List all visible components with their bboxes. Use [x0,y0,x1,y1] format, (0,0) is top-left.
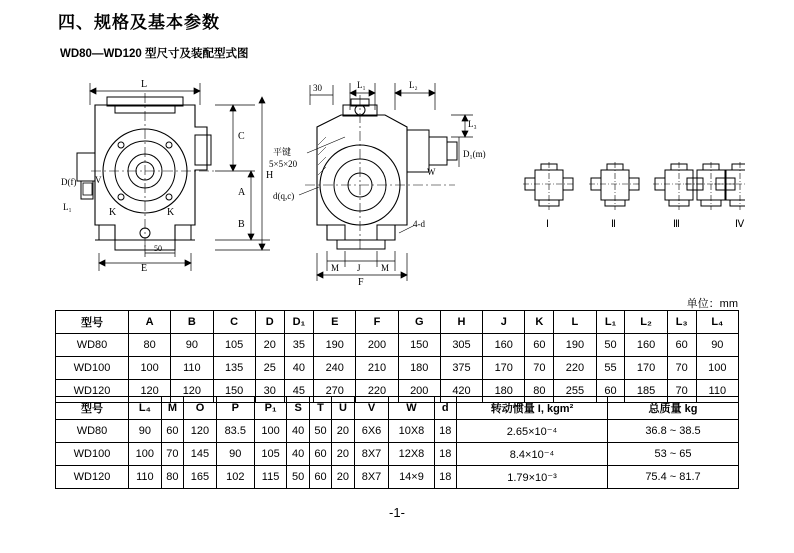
col-header: P [216,397,254,420]
cell: 25 [255,357,284,380]
cell: 135 [213,357,255,380]
cell: 420 [440,380,482,403]
cell: 14×9 [389,466,434,489]
svg-text:D(f): D(f) [61,177,77,187]
cell: 220 [356,380,398,403]
cell: 10X8 [389,420,434,443]
col-header: U [332,397,354,420]
cell: 185 [625,380,667,403]
svg-text:M: M [331,263,340,273]
cell: 100 [129,357,171,380]
svg-text:d(q,c): d(q,c) [273,191,295,201]
cell: 60 [667,334,696,357]
col-header: P₁ [254,397,287,420]
page-number: -1- [389,505,405,520]
cell: 120 [184,420,217,443]
mounting-type-label-1: Ⅰ [546,219,549,230]
col-header: K [525,311,554,334]
table-header-row [56,311,739,334]
cell: 240 [314,357,356,380]
col-header: F [356,311,398,334]
col-header: W [389,397,434,420]
svg-text:L₃: L₃ [468,119,477,129]
cell: 70 [667,380,696,403]
cell: 100 [129,443,162,466]
svg-text:E: E [141,263,148,274]
cell: 190 [314,334,356,357]
cell: 102 [216,466,254,489]
cell: 105 [254,443,287,466]
cell-model: WD120 [56,380,129,403]
cell: 110 [696,380,738,403]
cell: 20 [332,420,354,443]
cell: 30 [255,380,284,403]
unit-note: 单位：mm [686,298,738,310]
svg-text:W: W [427,167,436,177]
section-subtitle: WD80—WD120 型尺寸及装配型式图 [60,48,249,60]
cell: 60 [309,443,331,466]
svg-text:V: V [95,175,102,185]
cell: 115 [254,466,287,489]
cell: 80 [129,334,171,357]
svg-text:50: 50 [154,244,162,253]
cell: 60 [161,420,183,443]
col-header: S [287,397,309,420]
svg-text:L₁: L₁ [63,202,72,212]
svg-text:4-d: 4-d [413,219,425,229]
cell-inertia: 8.4×10⁻⁴ [457,443,608,466]
col-header: O [184,397,217,420]
cell: 83.5 [216,420,254,443]
cell: 50 [287,466,309,489]
col-header: G [398,311,440,334]
svg-text:K: K [167,207,175,218]
col-header: T [309,397,331,420]
mounting-type-label-2: Ⅱ [611,219,616,230]
cell: 18 [434,420,456,443]
table-row [56,466,739,489]
svg-text:平键: 平键 [273,147,292,157]
col-header: L [554,311,596,334]
table-row [56,420,739,443]
col-header: L₄ [696,311,738,334]
svg-text:K: K [109,207,117,218]
col-header: H [440,311,482,334]
col-header: L₃ [667,311,696,334]
cell-mass: 75.4 ~ 81.7 [608,466,739,489]
cell: 165 [184,466,217,489]
col-header: D [255,311,284,334]
cell: 90 [696,334,738,357]
svg-text:5×5×20: 5×5×20 [269,159,298,169]
svg-text:H: H [266,170,274,181]
col-header: V [354,397,389,420]
cell: 170 [625,357,667,380]
svg-text:L₁: L₁ [357,80,366,90]
cell: 60 [525,334,554,357]
svg-text:30: 30 [313,83,322,93]
cell-model: WD120 [56,466,129,489]
svg-text:J: J [357,263,361,273]
cell: 210 [356,357,398,380]
cell: 90 [129,420,162,443]
cell: 305 [440,334,482,357]
dimension-table-1 [55,310,739,403]
cell: 180 [398,357,440,380]
col-header: 转动惯量 I, kgm² [457,397,608,420]
cell: 40 [287,443,309,466]
cell-inertia: 1.79×10⁻³ [457,466,608,489]
cell: 8X7 [354,443,389,466]
cell-model: WD100 [56,357,129,380]
cell: 40 [287,420,309,443]
svg-text:M: M [381,263,390,273]
cell-mass: 36.8 ~ 38.5 [608,420,739,443]
cell: 80 [525,380,554,403]
col-header: d [434,397,456,420]
mounting-type-label-3: Ⅲ [673,219,680,230]
cell: 45 [284,380,313,403]
col-header: A [129,311,171,334]
cell: 110 [129,466,162,489]
dimension-table-2 [55,396,739,489]
cell-inertia: 2.65×10⁻⁴ [457,420,608,443]
col-header: J [483,311,525,334]
cell: 120 [129,380,171,403]
cell: 20 [255,334,284,357]
col-header: C [213,311,255,334]
cell: 20 [332,443,354,466]
col-header: L₂ [625,311,667,334]
col-header: 型号 [56,397,129,420]
cell: 12X8 [389,443,434,466]
cell: 145 [184,443,217,466]
cell: 100 [696,357,738,380]
svg-text:B: B [238,219,245,230]
svg-text:A: A [238,187,246,198]
page-title: 四、规格及基本参数 [58,13,220,32]
cell: 70 [525,357,554,380]
cell: 90 [216,443,254,466]
cell: 190 [554,334,596,357]
col-header: 总质量 kg [608,397,739,420]
cell: 170 [483,357,525,380]
table-row [56,357,739,380]
table-row [56,334,739,357]
cell: 8X7 [354,466,389,489]
cell: 80 [161,466,183,489]
cell: 18 [434,466,456,489]
cell-model: WD80 [56,420,129,443]
table-header-row [56,397,739,420]
technical-drawing [55,75,745,288]
cell: 50 [596,334,625,357]
col-header: D₁ [284,311,313,334]
cell: 35 [284,334,313,357]
cell-mass: 53 ~ 65 [608,443,739,466]
cell: 110 [171,357,213,380]
svg-text:L₂: L₂ [409,80,418,90]
cell: 200 [398,380,440,403]
table-row [56,443,739,466]
cell: 70 [667,357,696,380]
cell: 150 [398,334,440,357]
cell: 40 [284,357,313,380]
col-header: 型号 [56,311,129,334]
cell: 50 [309,420,331,443]
cell: 20 [332,466,354,489]
svg-text:L: L [141,79,148,90]
cell: 70 [161,443,183,466]
svg-text:F: F [358,277,364,288]
cell: 375 [440,357,482,380]
svg-text:D₁(m): D₁(m) [463,149,486,159]
cell: 100 [254,420,287,443]
col-header: L₁ [596,311,625,334]
col-header: M [161,397,183,420]
cell: 60 [309,466,331,489]
cell: 60 [596,380,625,403]
cell: 55 [596,357,625,380]
col-header: E [314,311,356,334]
cell-model: WD80 [56,334,129,357]
cell: 270 [314,380,356,403]
cell: 180 [483,380,525,403]
cell: 220 [554,357,596,380]
cell: 120 [171,380,213,403]
mounting-type-label-4: Ⅳ [735,219,745,230]
cell: 18 [434,443,456,466]
cell: 6X6 [354,420,389,443]
cell: 105 [213,334,255,357]
cell: 150 [213,380,255,403]
col-header: B [171,311,213,334]
cell: 160 [483,334,525,357]
cell: 160 [625,334,667,357]
svg-text:C: C [238,131,245,142]
cell-model: WD100 [56,443,129,466]
cell: 255 [554,380,596,403]
cell: 200 [356,334,398,357]
col-header: L₄ [129,397,162,420]
cell: 90 [171,334,213,357]
